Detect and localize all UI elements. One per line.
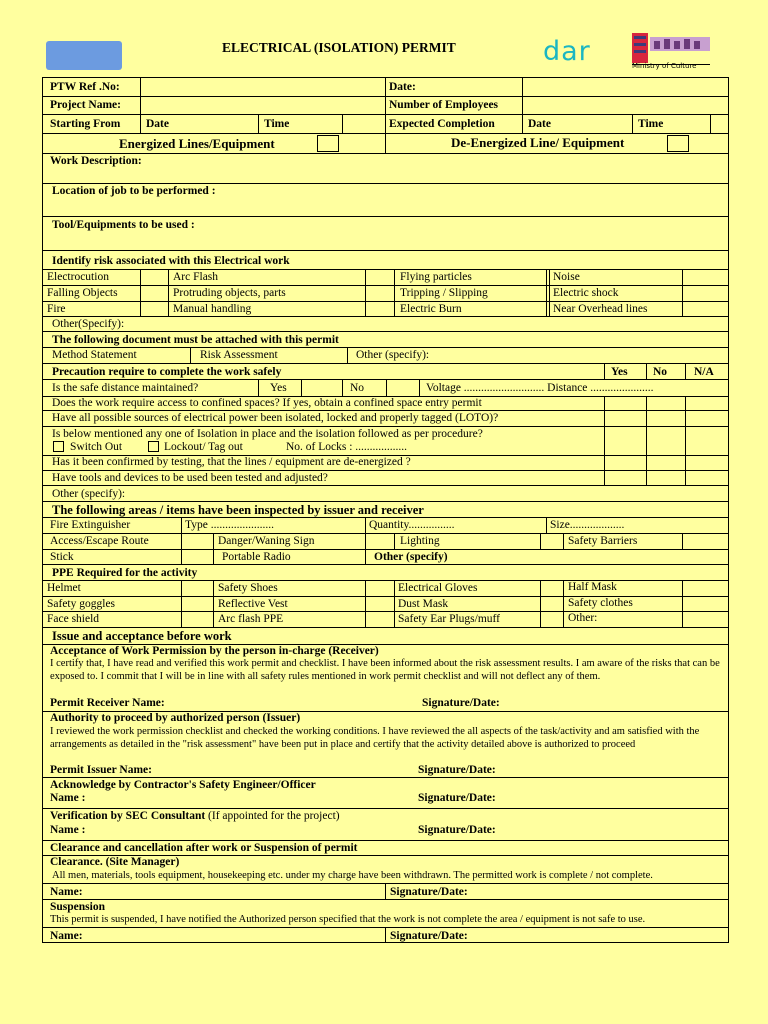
receiver-signature-label: Signature/Date: bbox=[422, 697, 500, 709]
verification-signature-label: Signature/Date: bbox=[418, 824, 496, 836]
authority-heading: Authority to proceed by authorized person (Issuer) bbox=[50, 712, 301, 724]
doc-method-statement: Method Statement bbox=[52, 349, 137, 361]
q-loto: Have all possible sources of electrical power been isolated, locked and properly tagged (LOTO)? bbox=[52, 412, 499, 424]
receiver-name-label: Permit Receiver Name: bbox=[50, 697, 165, 709]
acknowledge-signature-label: Signature/Date: bbox=[418, 792, 496, 804]
stick-label: Stick bbox=[50, 551, 74, 563]
risk-electric-shock: Electric shock bbox=[553, 287, 619, 299]
issue-heading: Issue and acceptance before work bbox=[52, 629, 232, 643]
ppe-heading: PPE Required for the activity bbox=[52, 567, 198, 579]
acknowledge-name-label: Name : bbox=[50, 792, 86, 804]
num-employees-field[interactable] bbox=[523, 97, 728, 113]
lighting-label: Lighting bbox=[400, 535, 440, 547]
lockout-checkbox[interactable] bbox=[148, 441, 159, 452]
risk-flying-particles: Flying particles bbox=[400, 271, 472, 283]
ministry-logo-text: Ministry of Culture bbox=[632, 62, 697, 70]
risk-arc-flash: Arc Flash bbox=[173, 271, 219, 283]
doc-other: Other (specify): bbox=[356, 349, 430, 361]
q-de-energized-test: Has it been confirmed by testing, that the lines / equipment are de-energized ? bbox=[52, 456, 411, 468]
quantity-field: Quantity................ bbox=[369, 519, 455, 531]
ppe-face-shield: Face shield bbox=[47, 613, 100, 625]
ptw-ref-label: PTW Ref .No: bbox=[50, 81, 120, 93]
work-description-label: Work Description: bbox=[50, 155, 142, 167]
type-field: Type ...................... bbox=[185, 519, 274, 531]
docs-heading: The following document must be attached with this permit bbox=[52, 334, 339, 346]
risk-falling-objects: Falling Objects bbox=[47, 287, 118, 299]
ptw-ref-field[interactable] bbox=[141, 78, 384, 95]
verification-name-label: Name : bbox=[50, 824, 86, 836]
access-route-label: Access/Escape Route bbox=[50, 535, 149, 547]
risk-checkbox-cell[interactable] bbox=[141, 270, 167, 284]
dar-logo: dar bbox=[543, 36, 591, 67]
q-confined-spaces: Does the work require access to confined spaces? If yes, obtain a confined space entry permit bbox=[52, 397, 482, 409]
project-name-label: Project Name: bbox=[50, 99, 121, 111]
num-employees-label: Number of Employees bbox=[389, 99, 499, 111]
ppe-reflective-vest: Reflective Vest bbox=[218, 598, 288, 610]
precaution-na-cell[interactable] bbox=[686, 397, 728, 409]
doc-risk-assessment: Risk Assessment bbox=[200, 349, 278, 361]
risk-tripping: Tripping / Slipping bbox=[400, 287, 488, 299]
verification-title: Verification by SEC Consultant bbox=[50, 810, 206, 822]
ppe-checkbox-cell[interactable] bbox=[182, 581, 212, 595]
risk-other-label: Other(Specify): bbox=[52, 318, 125, 330]
issuer-name-label: Permit Issuer Name: bbox=[50, 764, 152, 776]
company-logo-placeholder bbox=[46, 41, 122, 70]
risk-protruding: Protruding objects, parts bbox=[173, 287, 286, 299]
clearance-heading: Clearance and cancellation after work or Suspension of permit bbox=[50, 842, 358, 854]
q-safe-distance: Is the safe distance maintained? bbox=[52, 382, 199, 394]
page-title: ELECTRICAL (ISOLATION) PERMIT bbox=[222, 40, 456, 55]
size-field: Size................... bbox=[550, 519, 625, 531]
risk-checkbox-cell[interactable] bbox=[366, 270, 393, 284]
acceptance-text: I certify that, I have read and verified this work permit and checklist. I have been informed about the risk assessment results. I am aware of the risks that can be exposed to. I commit that I will be in line with all safety rules mentioned in work permit checklist and will not deflect any of them. bbox=[50, 658, 720, 682]
danger-sign-label: Danger/Waning Sign bbox=[218, 535, 315, 547]
precaution-heading: Precaution require to complete the work safely bbox=[52, 366, 282, 378]
no-of-locks-label: No. of Locks : .................. bbox=[286, 441, 408, 453]
issuer-signature-label: Signature/Date: bbox=[418, 764, 496, 776]
start-time-label: Time bbox=[264, 118, 290, 130]
precaution-other: Other (specify): bbox=[52, 488, 126, 500]
q-safe-distance-yes: Yes bbox=[270, 382, 287, 394]
risk-checkbox-cell[interactable] bbox=[683, 270, 728, 284]
ppe-checkbox-cell[interactable] bbox=[366, 581, 393, 595]
clearance-signature-label: Signature/Date: bbox=[390, 886, 468, 898]
start-date-label: Date bbox=[146, 118, 169, 130]
switch-out-checkbox[interactable] bbox=[53, 441, 64, 452]
completion-date-label: Date bbox=[528, 118, 551, 130]
date-label: Date: bbox=[389, 81, 416, 93]
ppe-safety-goggles: Safety goggles bbox=[47, 598, 116, 610]
inspected-heading: The following areas / items have been inspected by issuer and receiver bbox=[52, 503, 424, 517]
tools-label: Tool/Equipments to be used : bbox=[52, 219, 195, 231]
suspension-signature-label: Signature/Date: bbox=[390, 930, 468, 942]
energized-checkbox[interactable] bbox=[317, 135, 339, 152]
switch-out-label: Switch Out bbox=[70, 441, 123, 453]
acknowledge-heading: Acknowledge by Contractor's Safety Engineer/Officer bbox=[50, 779, 316, 791]
ppe-other: Other: bbox=[568, 612, 598, 624]
portable-radio-label: Portable Radio bbox=[222, 551, 291, 563]
risk-electric-burn: Electric Burn bbox=[400, 303, 462, 315]
precaution-na-header: N/A bbox=[694, 366, 714, 378]
precaution-yes-cell[interactable] bbox=[605, 397, 645, 409]
energized-label: Energized Lines/Equipment bbox=[119, 136, 275, 151]
risk-manual-handling: Manual handling bbox=[173, 303, 252, 315]
safety-barriers-label: Safety Barriers bbox=[568, 535, 638, 547]
inspected-other-label: Other (specify) bbox=[374, 551, 448, 563]
clearance-name-label: Name: bbox=[50, 886, 83, 898]
project-name-field[interactable] bbox=[141, 97, 384, 113]
ppe-safety-clothes: Safety clothes bbox=[568, 597, 633, 609]
risk-heading: Identify risk associated with this Electrical work bbox=[52, 255, 290, 267]
starting-from-label: Starting From bbox=[50, 118, 121, 130]
ppe-arc-flash: Arc flash PPE bbox=[218, 613, 284, 625]
ppe-checkbox-cell[interactable] bbox=[683, 581, 728, 595]
q-isolation: Is below mentioned any one of Isolation in place and the isolation followed as per procedure? bbox=[52, 428, 483, 440]
suspension-name-label: Name: bbox=[50, 930, 83, 942]
precaution-yes-header: Yes bbox=[611, 366, 628, 378]
precaution-no-cell[interactable] bbox=[647, 397, 684, 409]
deenergized-label: De-Energized Line/ Equipment bbox=[451, 135, 625, 150]
ppe-electrical-gloves: Electrical Gloves bbox=[398, 582, 478, 594]
verification-heading bbox=[50, 810, 340, 823]
completion-time-label: Time bbox=[638, 118, 664, 130]
fire-extinguisher-label: Fire Extinguisher bbox=[50, 519, 131, 531]
lockout-label: Lockout/ Tag out bbox=[164, 441, 243, 453]
authority-text: I reviewed the work permission checklist and checked the working conditions. I have reviewed the all aspects of the task/activity and am satisfied with the arrangements as detailed in the "risk assessment" have been put in place and certify that the activity detailed above is authorized to proceed bbox=[50, 726, 700, 750]
deenergized-checkbox[interactable] bbox=[667, 135, 689, 152]
acceptance-heading: Acceptance of Work Permission by the person in-charge (Receiver) bbox=[50, 645, 379, 657]
ppe-ear-plugs: Safety Ear Plugs/muff bbox=[398, 613, 500, 625]
ppe-half-mask: Half Mask bbox=[568, 581, 617, 593]
site-manager-heading: Clearance. (Site Manager) bbox=[50, 856, 180, 868]
q-voltage-distance: Voltage ............................ Distance ...................... bbox=[426, 382, 654, 394]
ppe-dust-mask: Dust Mask bbox=[398, 598, 449, 610]
risk-noise: Noise bbox=[553, 271, 580, 283]
risk-electrocution: Electrocution bbox=[47, 271, 109, 283]
clearance-text: All men, materials, tools equipment, housekeeping etc. under my charge have been withdrawn. The permitted work is complete / not complete. bbox=[52, 870, 653, 881]
suspension-text: This permit is suspended, I have notified the Authorized person specified that the work is not complete the area / equipment is not safe to use. bbox=[50, 914, 646, 925]
expected-completion-label: Expected Completion bbox=[389, 118, 495, 130]
risk-overhead-lines: Near Overhead lines bbox=[553, 303, 648, 315]
suspension-heading: Suspension bbox=[50, 901, 105, 913]
q-safe-distance-no: No bbox=[350, 382, 365, 394]
verification-note: (If appointed for the project) bbox=[208, 810, 340, 822]
risk-fire: Fire bbox=[47, 303, 66, 315]
date-field[interactable] bbox=[523, 78, 728, 95]
location-label: Location of job to be performed : bbox=[52, 185, 216, 197]
ppe-checkbox-cell[interactable] bbox=[541, 581, 562, 595]
ministry-of-culture-logo bbox=[632, 33, 712, 73]
q-tools-tested: Have tools and devices to be used been tested and adjusted? bbox=[52, 472, 328, 484]
ppe-helmet: Helmet bbox=[47, 582, 81, 594]
ppe-safety-shoes: Safety Shoes bbox=[218, 582, 278, 594]
precaution-no-header: No bbox=[653, 366, 668, 378]
